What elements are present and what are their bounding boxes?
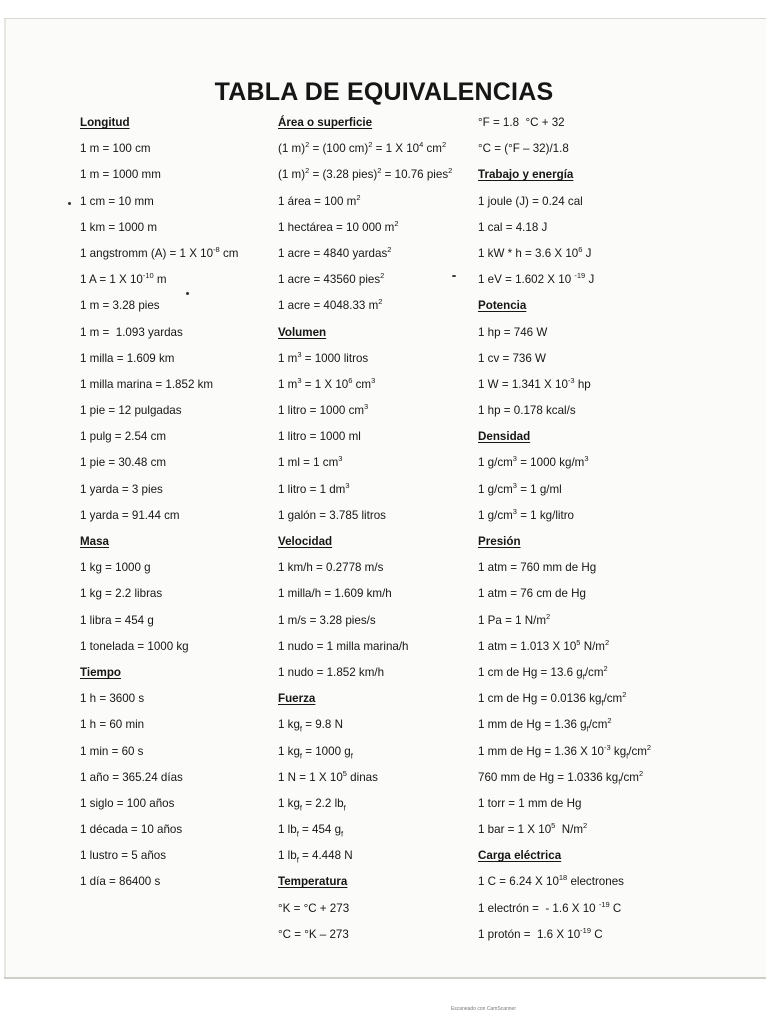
- equivalence-line: 1 eV = 1.602 X 10 $^{-19}$ J: [478, 271, 595, 287]
- column-3: [478, 110, 763, 948]
- section-heading: Volumen: [278, 325, 327, 339]
- equivalence-line: 1 milla = 1.609 km: [80, 351, 175, 365]
- equivalence-line: 1 h = 60 min: [80, 718, 145, 732]
- equivalence-line: 1 cal = 4.18 J: [478, 220, 548, 234]
- section-heading: Densidad: [478, 430, 531, 444]
- equivalence-line: 1 litro = 1000 $cm^3$: [278, 402, 369, 418]
- equivalence-line: 1 $m^3 = 1000$ litros: [278, 349, 369, 365]
- equivalence-line: 1 electrón = - 1.6 X 10 $^{-19}$ C: [478, 899, 622, 915]
- section-heading: Área o superficie: [278, 116, 373, 129]
- column-1: [80, 110, 270, 896]
- equivalence-line: (1 m)$^2$ = (3.28 pies)$^2$ = 10.76 pies$^2$: [278, 166, 453, 182]
- equivalence-line: 1 década = 10 años: [80, 823, 183, 837]
- equivalence-line: 1 lustro = 5 años: [80, 849, 167, 863]
- equivalence-line: °F = 1.8 °C + 32: [478, 116, 565, 129]
- equivalence-line: 1 yarda = 3 pies: [80, 482, 163, 496]
- section-heading: Longitud: [80, 116, 130, 129]
- equivalence-line: 1 protón = 1.6 X $10^{-19}$ C: [478, 925, 603, 941]
- section-heading: Carga eléctrica: [478, 849, 562, 863]
- equivalence-line: 1 $kg_f = 9.8$ N: [278, 718, 343, 734]
- equivalence-line: 1 Pa = 1 $N/m^2$: [478, 611, 551, 627]
- section-heading: Presión: [478, 535, 521, 548]
- equivalence-line: 1 torr = 1 mm de Hg: [478, 796, 582, 810]
- equivalence-line: 1 litro = 1000 ml: [278, 430, 361, 444]
- section-heading: Temperatura: [278, 875, 348, 889]
- equivalence-line: 1 $lb_f = 454$ $g_f$: [278, 823, 344, 839]
- equivalence-line: °K = °C + 273: [278, 901, 350, 915]
- scanner-watermark: Escaneado con CamScanner: [450, 1006, 516, 1012]
- equivalence-line: 1 nudo = 1 milla marina/h: [278, 639, 409, 653]
- equivalence-line: 1 kg = 1000 g: [80, 561, 151, 575]
- equivalence-line: 1 kW * h = 3.6 X $10^6$ J: [478, 245, 592, 260]
- equivalence-line: 1 joule (J) = 0.24 cal: [478, 194, 583, 208]
- equivalence-line: 1 hp = 0.178 kcal/s: [478, 404, 576, 418]
- section-heading: Tiempo: [80, 665, 122, 679]
- equivalence-line: (1 m)$^2$ = (100 cm)$^2$ = 1 X $10^4$ $cm^2$: [278, 140, 447, 156]
- equivalence-line: 1 W = 1.341 X $10^{-3}$ hp: [478, 376, 591, 391]
- equivalence-line: 1 m = 100 cm: [80, 142, 151, 156]
- equivalence-line: 760 mm de Hg = 1.0336 $kg_f/cm^2$: [478, 768, 644, 786]
- equivalence-line: 1 $m^3 = 1$ X $10^6$ $cm^3$: [278, 376, 376, 391]
- scan-speck: [68, 202, 71, 205]
- equivalence-line: 1 h = 3600 s: [80, 692, 145, 706]
- equivalence-line: °C = °K – 273: [278, 927, 349, 941]
- equivalence-line: 1 año = 365.24 días: [80, 770, 183, 784]
- equivalence-line: 1 cv = 736 W: [478, 351, 546, 365]
- equivalence-line: 1 $g/cm^3 = 1$ g/ml: [478, 480, 562, 496]
- equivalence-line: °C = (°F – 32)/1.8: [478, 142, 569, 156]
- column-2: [278, 110, 478, 948]
- equivalence-line: 1 $kg_f = 1000$ $g_f$: [278, 744, 353, 760]
- equivalence-line: 1 $lb_f = 4.448$ N: [278, 849, 353, 865]
- equivalence-line: 1 pie = 30.48 cm: [80, 456, 167, 470]
- equivalence-line: 1 tonelada = 1000 kg: [80, 639, 189, 653]
- equivalence-line: 1 atm = 1.013 X $10^5$ $N/m^2$: [478, 637, 610, 653]
- equivalence-line: 1 min = 60 s: [80, 744, 144, 758]
- equivalence-line: 1 cm de Hg = 0.0136 $kg_f/cm^2$: [478, 690, 627, 708]
- section-heading: Masa: [80, 535, 110, 548]
- equivalence-line: 1 día = 86400 s: [80, 875, 161, 889]
- equivalence-line: 1 hp = 746 W: [478, 325, 548, 339]
- equivalence-line: 1 N = 1 X $10^5$ dinas: [278, 768, 378, 784]
- equivalence-line: 1 $g/cm^3 = 1000$ $kg/m^3$: [478, 454, 589, 470]
- section-heading: Velocidad: [278, 535, 333, 548]
- equivalence-line: 1 milla marina = 1.852 km: [80, 377, 214, 391]
- equivalence-line: 1 kg = 2.2 libras: [80, 587, 163, 601]
- section-heading: Fuerza: [278, 692, 316, 706]
- equivalence-line: 1 milla/h = 1.609 km/h: [278, 587, 392, 601]
- equivalence-line: 1 A = 1 X $10^{-10}$ m: [80, 271, 167, 287]
- equivalence-line: 1 C = 6.24 X $10^{18}$ electrones: [478, 873, 624, 889]
- equivalence-line: 1 galón = 3.785 litros: [278, 508, 386, 522]
- equivalence-line: 1 atm = 76 cm de Hg: [478, 587, 586, 601]
- page-title: TABLA DE EQUIVALENCIAS: [214, 78, 554, 106]
- equivalence-line: 1 $kg_f = 2.2$ $lb_f$: [278, 796, 346, 813]
- equivalence-line: 1 bar = 1 X $10^5$ $N/m^2$: [478, 821, 588, 837]
- equivalence-line: 1 acre = 4840 yardas$^2$: [278, 245, 392, 260]
- equivalence-line: 1 mm de Hg = 1.36 X $10^{-3}$ $kg_f/cm^2$: [478, 742, 652, 760]
- section-heading: Potencia: [478, 299, 527, 313]
- equivalence-line: 1 $g/cm^3 = 1$ kg/litro: [478, 506, 574, 522]
- equivalence-line: 1 ml = 1 $cm^3$: [278, 454, 343, 470]
- equivalence-line: 1 pie = 12 pulgadas: [80, 404, 182, 418]
- equivalence-line: 1 cm = 10 mm: [80, 194, 154, 208]
- equivalence-line: 1 libra = 454 g: [80, 613, 154, 627]
- equivalence-line: 1 litro = 1 $dm^3$: [278, 480, 350, 496]
- section-heading: Trabajo y energía: [478, 168, 574, 182]
- equivalence-line: 1 km = 1000 m: [80, 220, 158, 234]
- equivalence-line: 1 nudo = 1.852 km/h: [278, 665, 385, 679]
- scan-speck: [452, 275, 456, 277]
- equivalence-line: 1 atm = 760 mm de Hg: [478, 561, 597, 575]
- equivalence-line: 1 mm de Hg = 1.36 $g_f/cm^2$: [478, 716, 612, 734]
- equivalence-line: 1 acre = 43560 pies$^2$: [278, 271, 385, 287]
- scan-speck: [186, 292, 189, 295]
- equivalence-line: 1 hectárea = 10 000 $m^2$: [278, 218, 399, 234]
- equivalence-line: 1 cm de Hg = 13.6 $g_f/cm^2$: [478, 664, 608, 682]
- equivalence-line: 1 acre = 4048.33 $m^2$: [278, 297, 383, 313]
- equivalence-line: 1 angstromm (A) = 1 X $10^{-8}$ cm: [80, 245, 239, 260]
- equivalence-line: 1 m = 1.093 yardas: [80, 325, 183, 339]
- equivalence-line: 1 pulg = 2.54 cm: [80, 430, 167, 444]
- equivalence-line: 1 área = 100 $m^2$: [278, 192, 361, 208]
- equivalence-line: 1 km/h = 0.2778 m/s: [278, 561, 384, 575]
- equivalence-line: 1 yarda = 91.44 cm: [80, 508, 180, 522]
- equivalence-line: 1 m = 1000 mm: [80, 168, 161, 182]
- equivalence-line: 1 m/s = 3.28 pies/s: [278, 613, 376, 627]
- equivalence-line: 1 siglo = 100 años: [80, 796, 175, 810]
- equivalence-line: 1 m = 3.28 pies: [80, 299, 160, 313]
